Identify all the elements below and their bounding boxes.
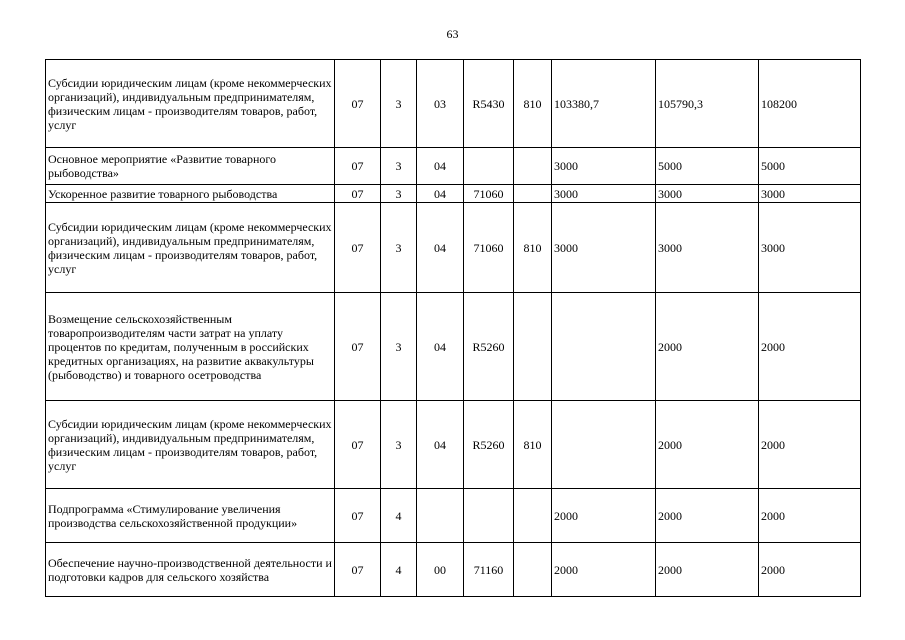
amount-year-2: 2000 <box>656 401 759 489</box>
amount-year-1 <box>552 293 656 401</box>
code-target: 71160 <box>464 543 514 597</box>
code-target: 71060 <box>464 203 514 293</box>
code-expense-type <box>514 293 552 401</box>
amount-year-2: 105790,3 <box>656 60 759 148</box>
code-section: 07 <box>335 148 381 185</box>
amount-year-3: 2000 <box>759 489 861 543</box>
code-program: 3 <box>381 148 417 185</box>
amount-year-3: 5000 <box>759 148 861 185</box>
code-expense-type <box>514 543 552 597</box>
code-target <box>464 148 514 185</box>
code-subprogram: 00 <box>417 543 464 597</box>
amount-year-3: 3000 <box>759 203 861 293</box>
code-target: R5260 <box>464 401 514 489</box>
row-name: Обеспечение научно-производственной деятельности и подготовки кадров для сельского хозяйства <box>46 543 335 597</box>
code-expense-type <box>514 148 552 185</box>
code-target <box>464 489 514 543</box>
amount-year-2: 2000 <box>656 489 759 543</box>
table-row <box>46 60 861 148</box>
row-name: Субсидии юридическим лицам (кроме некоммерческих организаций), индивидуальным предпринимателям, физическим лицам - производителям товаров, работ, услуг <box>46 401 335 489</box>
row-name: Подпрограмма «Стимулирование увеличения производства сельскохозяйственной продукции» <box>46 489 335 543</box>
code-program: 3 <box>381 185 417 203</box>
code-expense-type: 810 <box>514 203 552 293</box>
code-section: 07 <box>335 543 381 597</box>
code-section: 07 <box>335 401 381 489</box>
amount-year-1: 3000 <box>552 185 656 203</box>
code-section: 07 <box>335 60 381 148</box>
code-section: 07 <box>335 203 381 293</box>
amount-year-2: 2000 <box>656 543 759 597</box>
amount-year-1: 2000 <box>552 543 656 597</box>
budget-table <box>45 59 861 597</box>
row-name: Возмещение сельскохозяйственным товаропроизводителям части затрат на уплату процентов по кредитам, полученным в российских кредитных организациях, на развитие аквакультуры (рыбоводство) и товарного осетроводства <box>46 293 335 401</box>
amount-year-3: 2000 <box>759 401 861 489</box>
code-expense-type: 810 <box>514 60 552 148</box>
code-subprogram: 04 <box>417 293 464 401</box>
row-name: Субсидии юридическим лицам (кроме некоммерческих организаций), индивидуальным предпринимателям, физическим лицам - производителям товаров, работ, услуг <box>46 203 335 293</box>
table-row <box>46 543 861 597</box>
amount-year-1: 3000 <box>552 148 656 185</box>
code-expense-type: 810 <box>514 401 552 489</box>
amount-year-3: 108200 <box>759 60 861 148</box>
amount-year-3: 2000 <box>759 543 861 597</box>
code-expense-type <box>514 185 552 203</box>
row-name: Основное мероприятие «Развитие товарного рыбоводства» <box>46 148 335 185</box>
code-section: 07 <box>335 489 381 543</box>
row-name: Субсидии юридическим лицам (кроме некоммерческих организаций), индивидуальным предпринимателям, физическим лицам - производителям товаров, работ, услуг <box>46 60 335 148</box>
table-row <box>46 203 861 293</box>
amount-year-1: 3000 <box>552 203 656 293</box>
code-subprogram: 04 <box>417 203 464 293</box>
code-program: 3 <box>381 293 417 401</box>
code-subprogram: 04 <box>417 148 464 185</box>
code-target: R5260 <box>464 293 514 401</box>
code-target: R5430 <box>464 60 514 148</box>
code-program: 3 <box>381 203 417 293</box>
row-name: Ускоренное развитие товарного рыбоводства <box>46 185 335 203</box>
code-subprogram <box>417 489 464 543</box>
table-row <box>46 185 861 203</box>
table-row <box>46 293 861 401</box>
amount-year-2: 3000 <box>656 203 759 293</box>
code-expense-type <box>514 489 552 543</box>
page-number: 63 <box>446 27 459 41</box>
code-program: 3 <box>381 401 417 489</box>
code-program: 3 <box>381 60 417 148</box>
amount-year-2: 2000 <box>656 293 759 401</box>
table-row <box>46 401 861 489</box>
table-row <box>46 148 861 185</box>
amount-year-3: 2000 <box>759 293 861 401</box>
table-row <box>46 489 861 543</box>
amount-year-1: 2000 <box>552 489 656 543</box>
code-program: 4 <box>381 489 417 543</box>
amount-year-2: 5000 <box>656 148 759 185</box>
code-subprogram: 03 <box>417 60 464 148</box>
code-subprogram: 04 <box>417 185 464 203</box>
amount-year-1 <box>552 401 656 489</box>
code-program: 4 <box>381 543 417 597</box>
amount-year-1: 103380,7 <box>552 60 656 148</box>
code-target: 71060 <box>464 185 514 203</box>
code-subprogram: 04 <box>417 401 464 489</box>
code-section: 07 <box>335 293 381 401</box>
amount-year-3: 3000 <box>759 185 861 203</box>
amount-year-2: 3000 <box>656 185 759 203</box>
code-section: 07 <box>335 185 381 203</box>
